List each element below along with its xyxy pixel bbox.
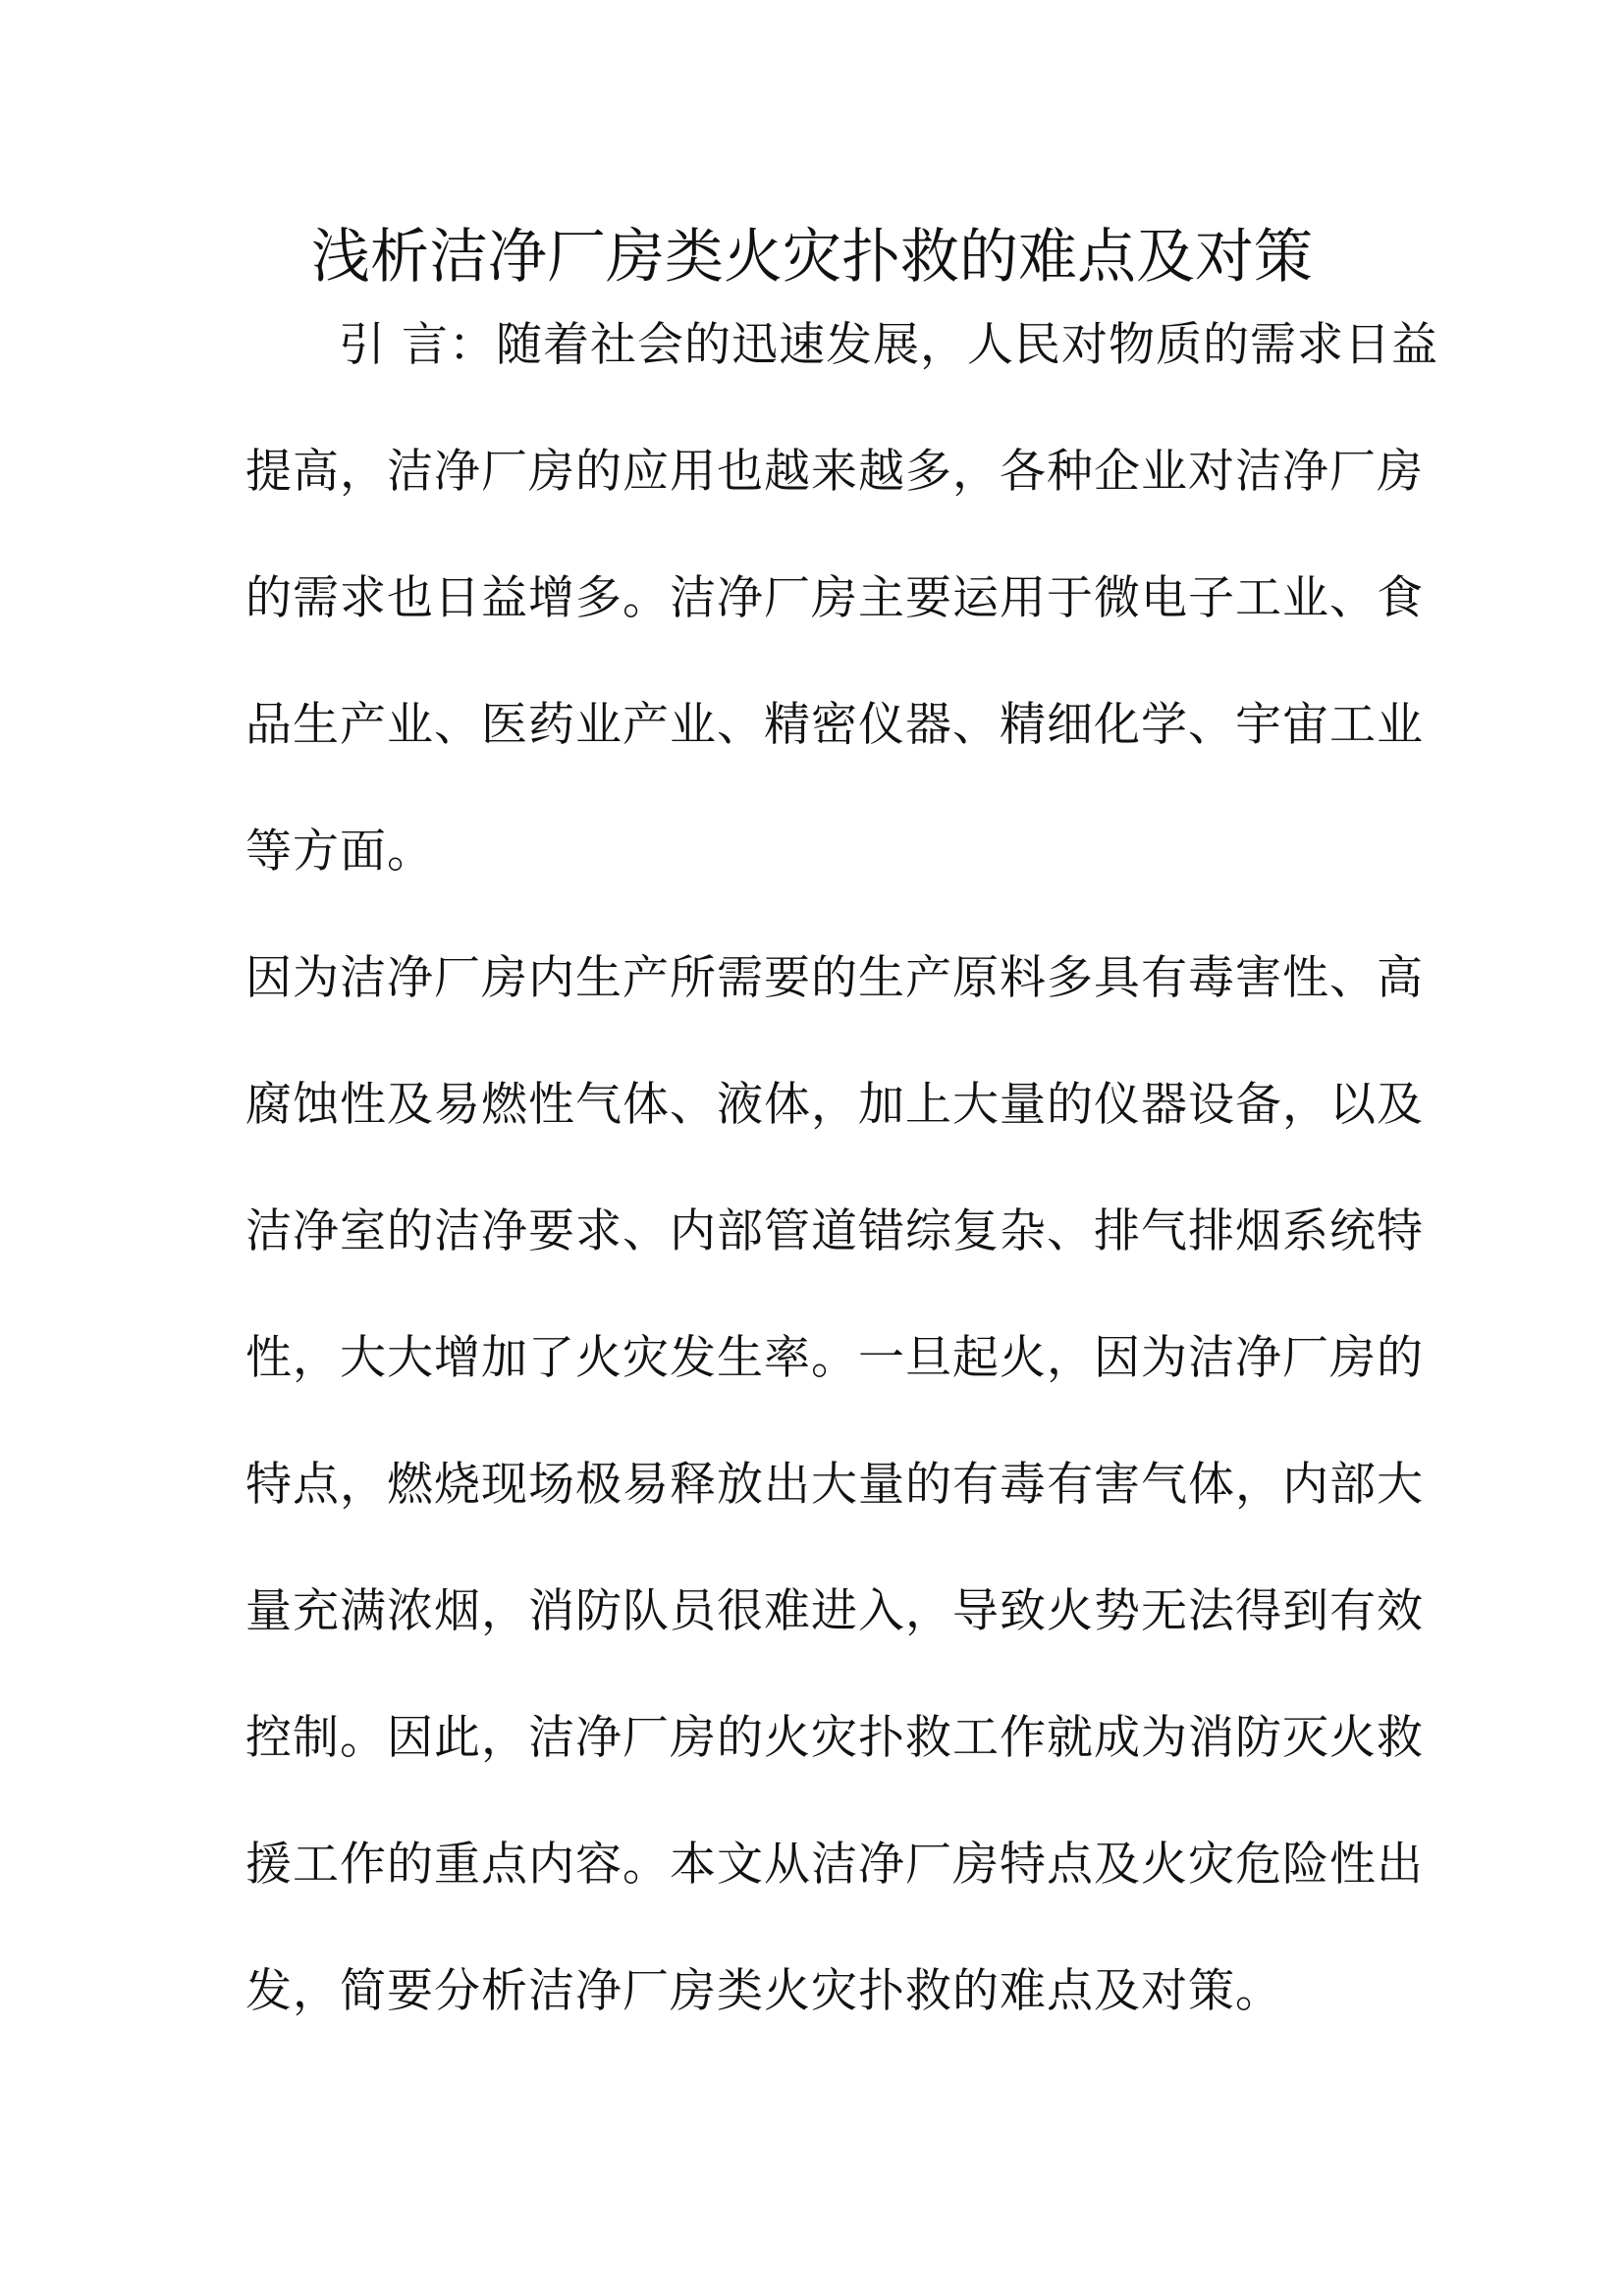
paragraph-1-line-5: 等方面。 xyxy=(245,825,434,879)
paragraph-2-line-4: 性，大大增加了火灾发生率。一旦起火，因为洁净厂房的 xyxy=(245,1331,1424,1385)
paragraph-2-line-9: 发，简要分析洁净厂房类火灾扑救的难点及对策。 xyxy=(245,1964,1282,2018)
paragraph-1-line-4: 品生产业、医药业产业、精密仪器、精细化学、宇宙工业 xyxy=(245,698,1424,752)
paragraph-2-line-1: 因为洁净厂房内生产所需要的生产原料多具有毒害性、高 xyxy=(245,951,1424,1005)
paragraph-2-line-8: 援工作的重点内容。本文从洁净厂房特点及火灾危险性出 xyxy=(245,1838,1424,1892)
paragraph-2-line-5: 特点，燃烧现场极易释放出大量的有毒有害气体，内部大 xyxy=(245,1458,1424,1512)
paragraph-1-line-2: 提高，洁净厂房的应用也越来越多，各种企业对洁净厂房 xyxy=(245,445,1424,499)
paragraph-1-line-1: 引 言：随着社会的迅速发展，人民对物质的需求日益 xyxy=(339,318,1438,372)
paragraph-2-line-3: 洁净室的洁净要求、内部管道错综复杂、排气排烟系统特 xyxy=(245,1204,1424,1258)
paragraph-1-line-3: 的需求也日益增多。洁净厂房主要运用于微电子工业、食 xyxy=(245,571,1424,625)
paragraph-2-line-2: 腐蚀性及易燃性气体、液体，加上大量的仪器设备，以及 xyxy=(245,1078,1424,1132)
paragraph-2-line-6: 量充满浓烟，消防队员很难进入，导致火势无法得到有效 xyxy=(245,1584,1424,1638)
document-title: 浅析洁净厂房类火灾扑救的难点及对策 xyxy=(311,223,1313,292)
paragraph-2-line-7: 控制。因此，洁净厂房的火灾扑救工作就成为消防灭火救 xyxy=(245,1711,1424,1765)
